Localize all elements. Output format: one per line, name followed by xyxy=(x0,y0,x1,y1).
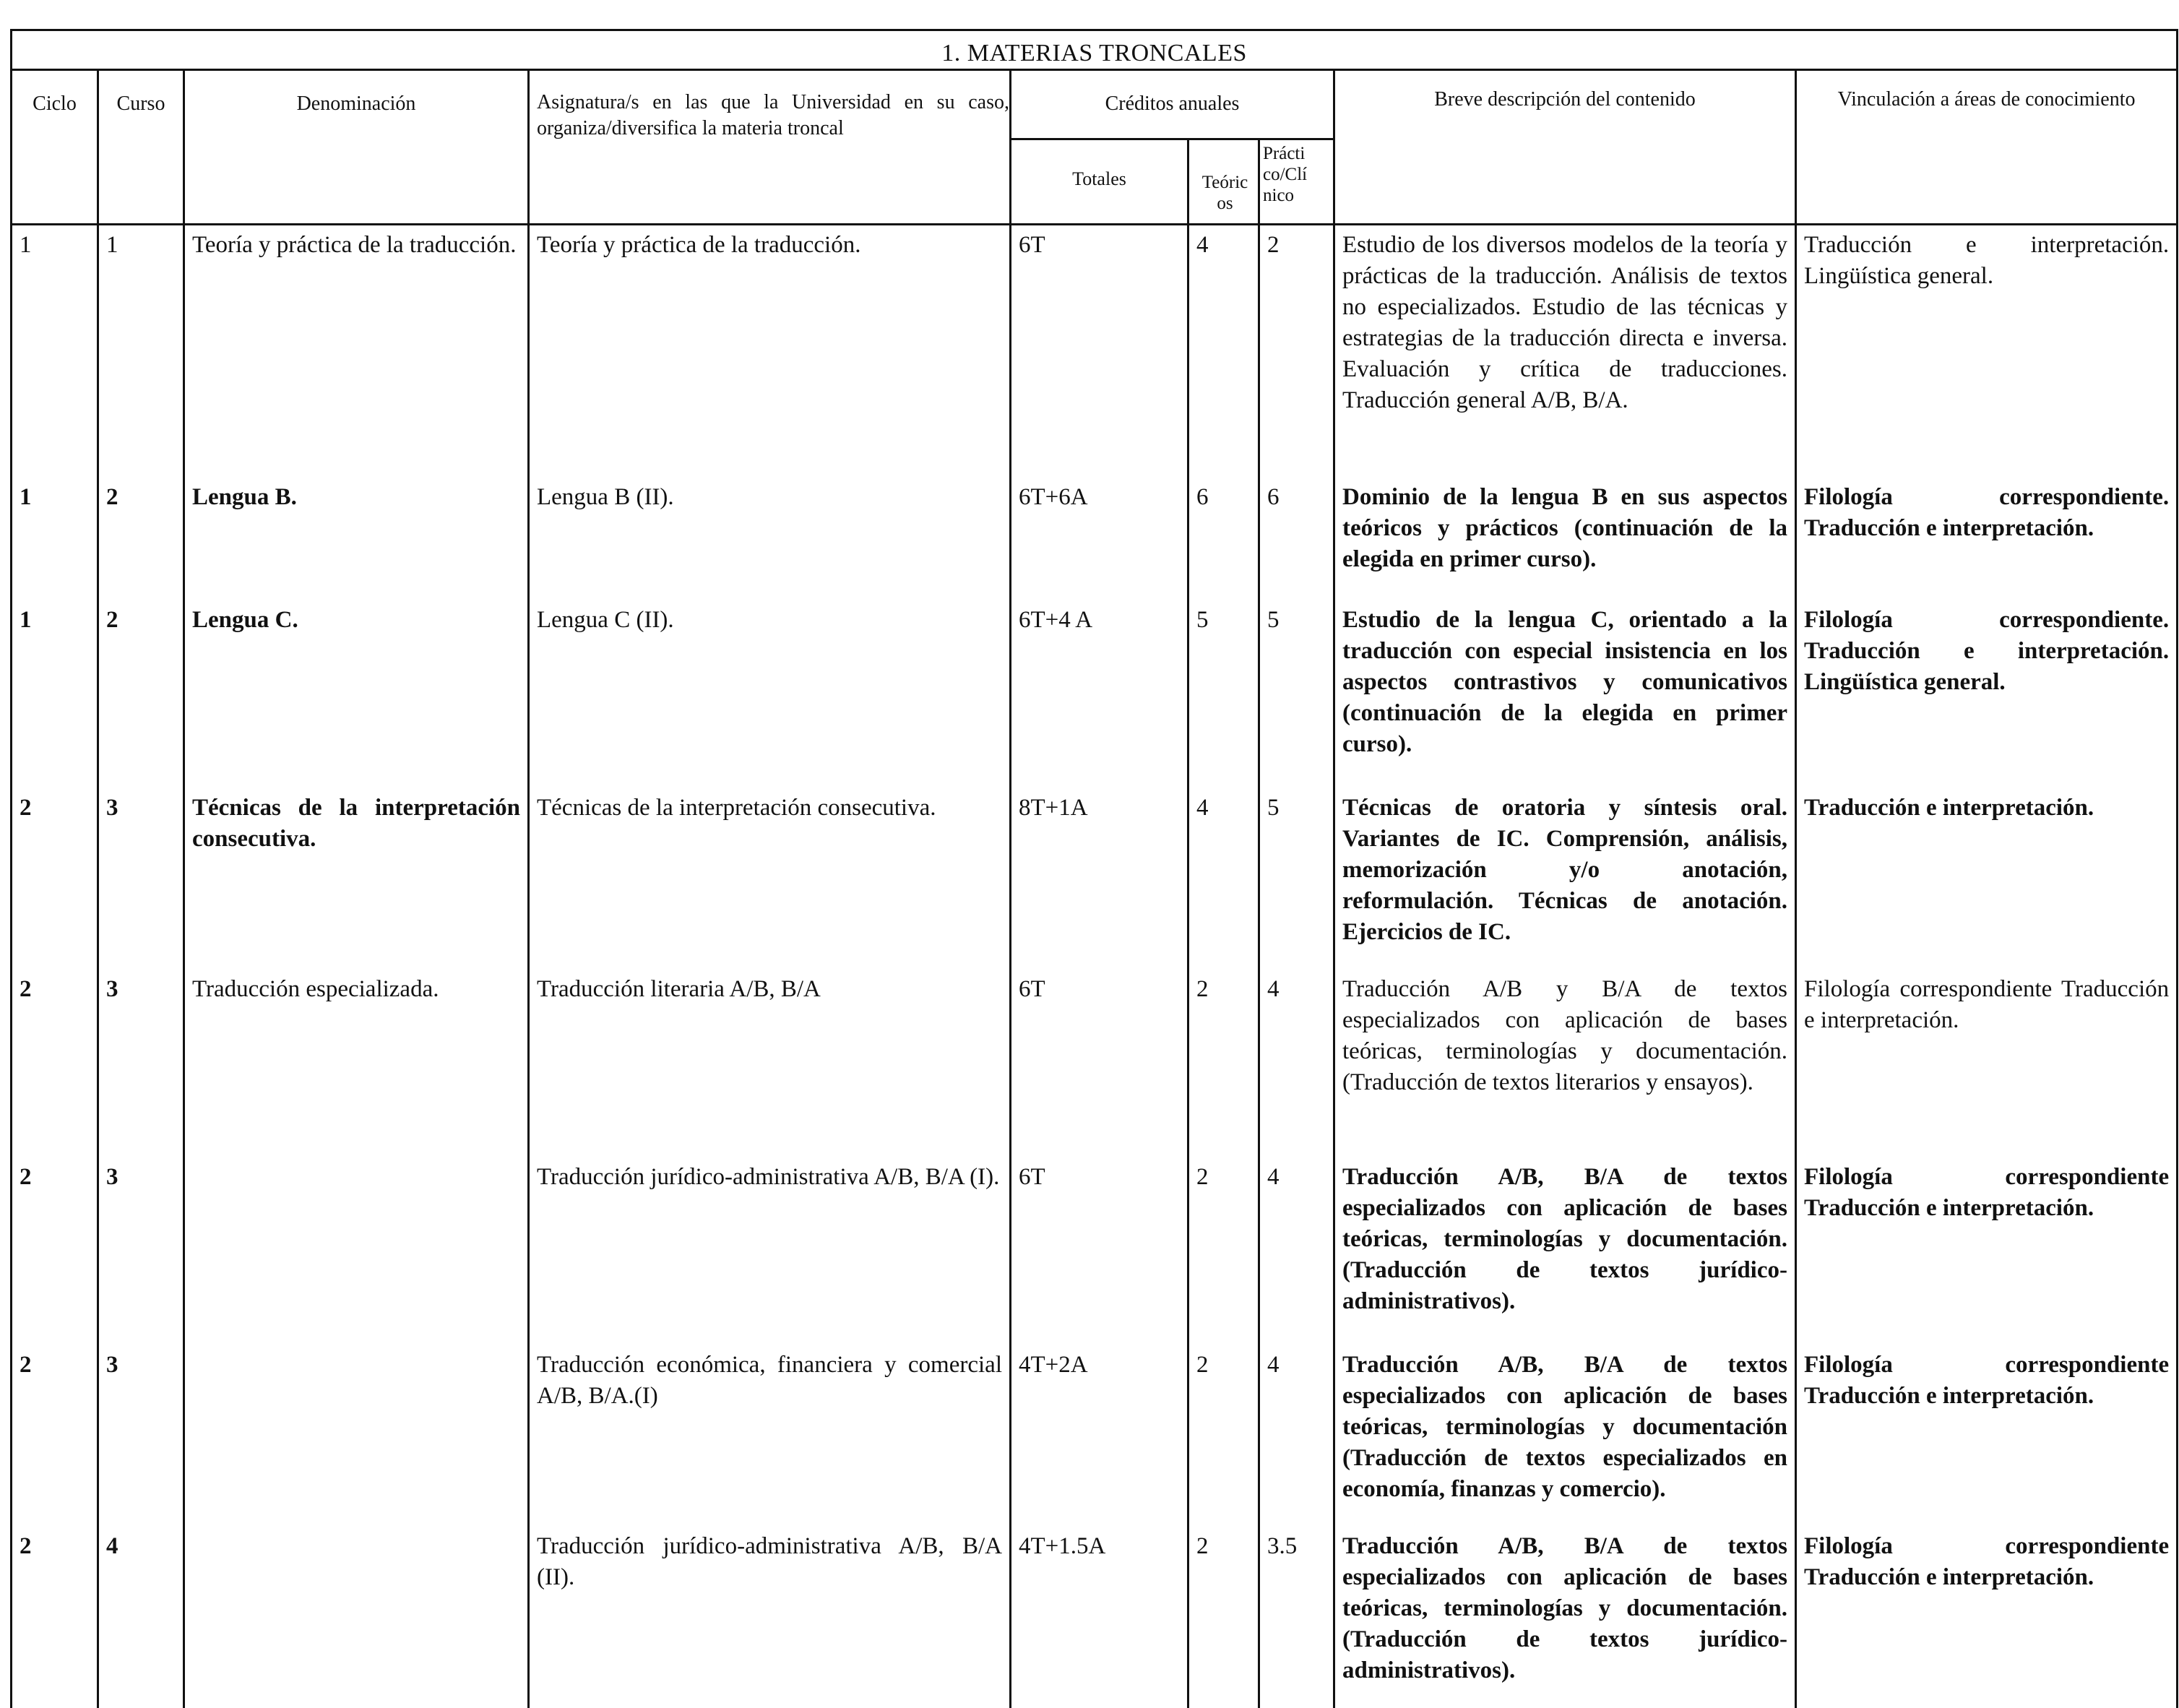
header-asignaturas: Asignatura/s en las que la Universidad en su caso, organiza/diversifica la materia troncal xyxy=(529,70,1011,225)
cell-asignatura: Traducción económica, financiera y comercial A/B, B/A.(I) xyxy=(529,1345,1011,1527)
cell-descripcion: Estudio de los diversos modelos de la teoría y prácticas de la traducción. Análisis de textos no especializados. Estudio de las técnicas y estrategias de la traducción directa e inversa. Evaluación y crítica de traducciones. Traducción general A/B, B/A. xyxy=(1334,225,1796,478)
table-row xyxy=(12,970,2178,1157)
cell-totales: 6T+6A xyxy=(1011,478,1188,600)
table-row xyxy=(12,1157,2178,1345)
cell-asignatura: Lengua B (II). xyxy=(529,478,1011,600)
cell-denominacion: Teoría y práctica de la traducción. xyxy=(184,225,529,478)
cell-descripcion: Traducción A/B, B/A de textos especializados con aplicación de bases teóricas, terminologías y documentación. (Traducción de textos jurídico-administrativos). xyxy=(1334,1527,1796,1708)
cell-ciclo: 1 xyxy=(12,478,98,600)
cell-practicos: 5 xyxy=(1259,600,1334,788)
header-ciclo: Ciclo xyxy=(12,70,98,225)
cell-vinculacion: Filología correspondiente Traducción e interpretación. xyxy=(1796,1345,2178,1527)
cell-asignatura: Traducción jurídico-administrativa A/B, B/A (I). xyxy=(529,1157,1011,1345)
cell-vinculacion: Filología correspondiente Traducción e interpretación. xyxy=(1796,1527,2178,1708)
cell-totales: 4T+2A xyxy=(1011,1345,1188,1527)
cell-ciclo: 2 xyxy=(12,1345,98,1527)
cell-vinculacion: Filología correspondiente. Traducción e interpretación. xyxy=(1796,478,2178,600)
cell-denominacion: Lengua C. xyxy=(184,600,529,788)
cell-practicos: 6 xyxy=(1259,478,1334,600)
cell-denominacion: Traducción especializada. xyxy=(184,970,529,1157)
cell-totales: 8T+1A xyxy=(1011,788,1188,970)
cell-asignatura: Traducción literaria A/B, B/A xyxy=(529,970,1011,1157)
cell-practicos: 4 xyxy=(1259,970,1334,1157)
cell-teoricos: 4 xyxy=(1188,788,1259,970)
cell-vinculacion: Filología correspondiente. Traducción e interpretación. Lingüística general. xyxy=(1796,600,2178,788)
cell-descripcion: Técnicas de oratoria y síntesis oral. Variantes de IC. Comprensión, análisis, memorización y/o anotación, reformulación. Técnicas de anotación. Ejercicios de IC. xyxy=(1334,788,1796,970)
cell-asignatura: Teoría y práctica de la traducción. xyxy=(529,225,1011,478)
cell-curso: 3 xyxy=(98,1157,184,1345)
cell-denominacion xyxy=(184,1157,529,1345)
cell-curso: 2 xyxy=(98,478,184,600)
materias-troncales-table xyxy=(10,29,2178,1708)
cell-descripcion: Traducción A/B y B/A de textos especializados con aplicación de bases teóricas, terminologías y documentación. (Traducción de textos literarios y ensayos). xyxy=(1334,970,1796,1157)
cell-descripcion: Estudio de la lengua C, orientado a la traducción con especial insistencia en los aspectos contrastivos y comunicativos (continuación de la elegida en primer curso). xyxy=(1334,600,1796,788)
cell-curso: 4 xyxy=(98,1527,184,1708)
cell-totales: 6T+4 A xyxy=(1011,600,1188,788)
cell-ciclo: 2 xyxy=(12,1527,98,1708)
cell-curso: 3 xyxy=(98,1345,184,1527)
cell-denominacion: Técnicas de la interpretación consecutiva. xyxy=(184,788,529,970)
cell-practicos: 3.5 xyxy=(1259,1527,1334,1708)
header-denominacion: Denominación xyxy=(184,70,529,225)
cell-practicos: 2 xyxy=(1259,225,1334,478)
cell-curso: 2 xyxy=(98,600,184,788)
cell-practicos: 4 xyxy=(1259,1157,1334,1345)
table-row xyxy=(12,788,2178,970)
cell-teoricos: 2 xyxy=(1188,1345,1259,1527)
cell-asignatura: Técnicas de la interpretación consecutiva. xyxy=(529,788,1011,970)
table-title: 1. MATERIAS TRONCALES xyxy=(12,30,2178,70)
cell-ciclo: 1 xyxy=(12,600,98,788)
cell-denominacion xyxy=(184,1345,529,1527)
materias-troncales-document xyxy=(10,29,2176,1683)
cell-vinculacion: Filología correspondiente Traducción e interpretación. xyxy=(1796,970,2178,1157)
cell-totales: 4T+1.5A xyxy=(1011,1527,1188,1708)
header-descripcion: Breve descripción del contenido xyxy=(1334,70,1796,225)
cell-ciclo: 1 xyxy=(12,225,98,478)
header-vinculacion: Vinculación a áreas de conocimiento xyxy=(1796,70,2178,225)
cell-vinculacion: Traducción e interpretación. xyxy=(1796,788,2178,970)
cell-teoricos: 4 xyxy=(1188,225,1259,478)
cell-totales: 6T xyxy=(1011,225,1188,478)
table-row xyxy=(12,600,2178,788)
cell-curso: 3 xyxy=(98,970,184,1157)
cell-totales: 6T xyxy=(1011,970,1188,1157)
cell-vinculacion: Traducción e interpretación. Lingüística general. xyxy=(1796,225,2178,478)
header-teoricos: Teóric os xyxy=(1188,139,1259,225)
table-row xyxy=(12,225,2178,478)
cell-asignatura: Traducción jurídico-administrativa A/B, B/A (II). xyxy=(529,1527,1011,1708)
cell-curso: 1 xyxy=(98,225,184,478)
cell-descripcion: Traducción A/B, B/A de textos especializados con aplicación de bases teóricas, terminologías y documentación (Traducción de textos especializados en economía, finanzas y comercio). xyxy=(1334,1345,1796,1527)
cell-totales: 6T xyxy=(1011,1157,1188,1345)
table-row xyxy=(12,1345,2178,1527)
header-creditos-anuales: Créditos anuales xyxy=(1011,70,1334,139)
cell-teoricos: 6 xyxy=(1188,478,1259,600)
cell-denominacion: Lengua B. xyxy=(184,478,529,600)
cell-ciclo: 2 xyxy=(12,970,98,1157)
table-row xyxy=(12,478,2178,600)
cell-ciclo: 2 xyxy=(12,1157,98,1345)
cell-vinculacion: Filología correspondiente Traducción e interpretación. xyxy=(1796,1157,2178,1345)
cell-practicos: 4 xyxy=(1259,1345,1334,1527)
cell-descripcion: Dominio de la lengua B en sus aspectos teóricos y prácticos (continuación de la elegida en primer curso). xyxy=(1334,478,1796,600)
cell-teoricos: 5 xyxy=(1188,600,1259,788)
cell-teoricos: 2 xyxy=(1188,1527,1259,1708)
cell-denominacion xyxy=(184,1527,529,1708)
cell-teoricos: 2 xyxy=(1188,970,1259,1157)
cell-curso: 3 xyxy=(98,788,184,970)
table-row xyxy=(12,1527,2178,1708)
cell-ciclo: 2 xyxy=(12,788,98,970)
cell-asignatura: Lengua C (II). xyxy=(529,600,1011,788)
cell-teoricos: 2 xyxy=(1188,1157,1259,1345)
table-body xyxy=(12,225,2178,1708)
header-curso: Curso xyxy=(98,70,184,225)
header-practicos: Prácti co/Clí nico xyxy=(1259,139,1334,225)
cell-descripcion: Traducción A/B, B/A de textos especializados con aplicación de bases teóricas, terminologías y documentación. (Traducción de textos jurídico-administrativos). xyxy=(1334,1157,1796,1345)
cell-practicos: 5 xyxy=(1259,788,1334,970)
header-totales: Totales xyxy=(1011,139,1188,225)
